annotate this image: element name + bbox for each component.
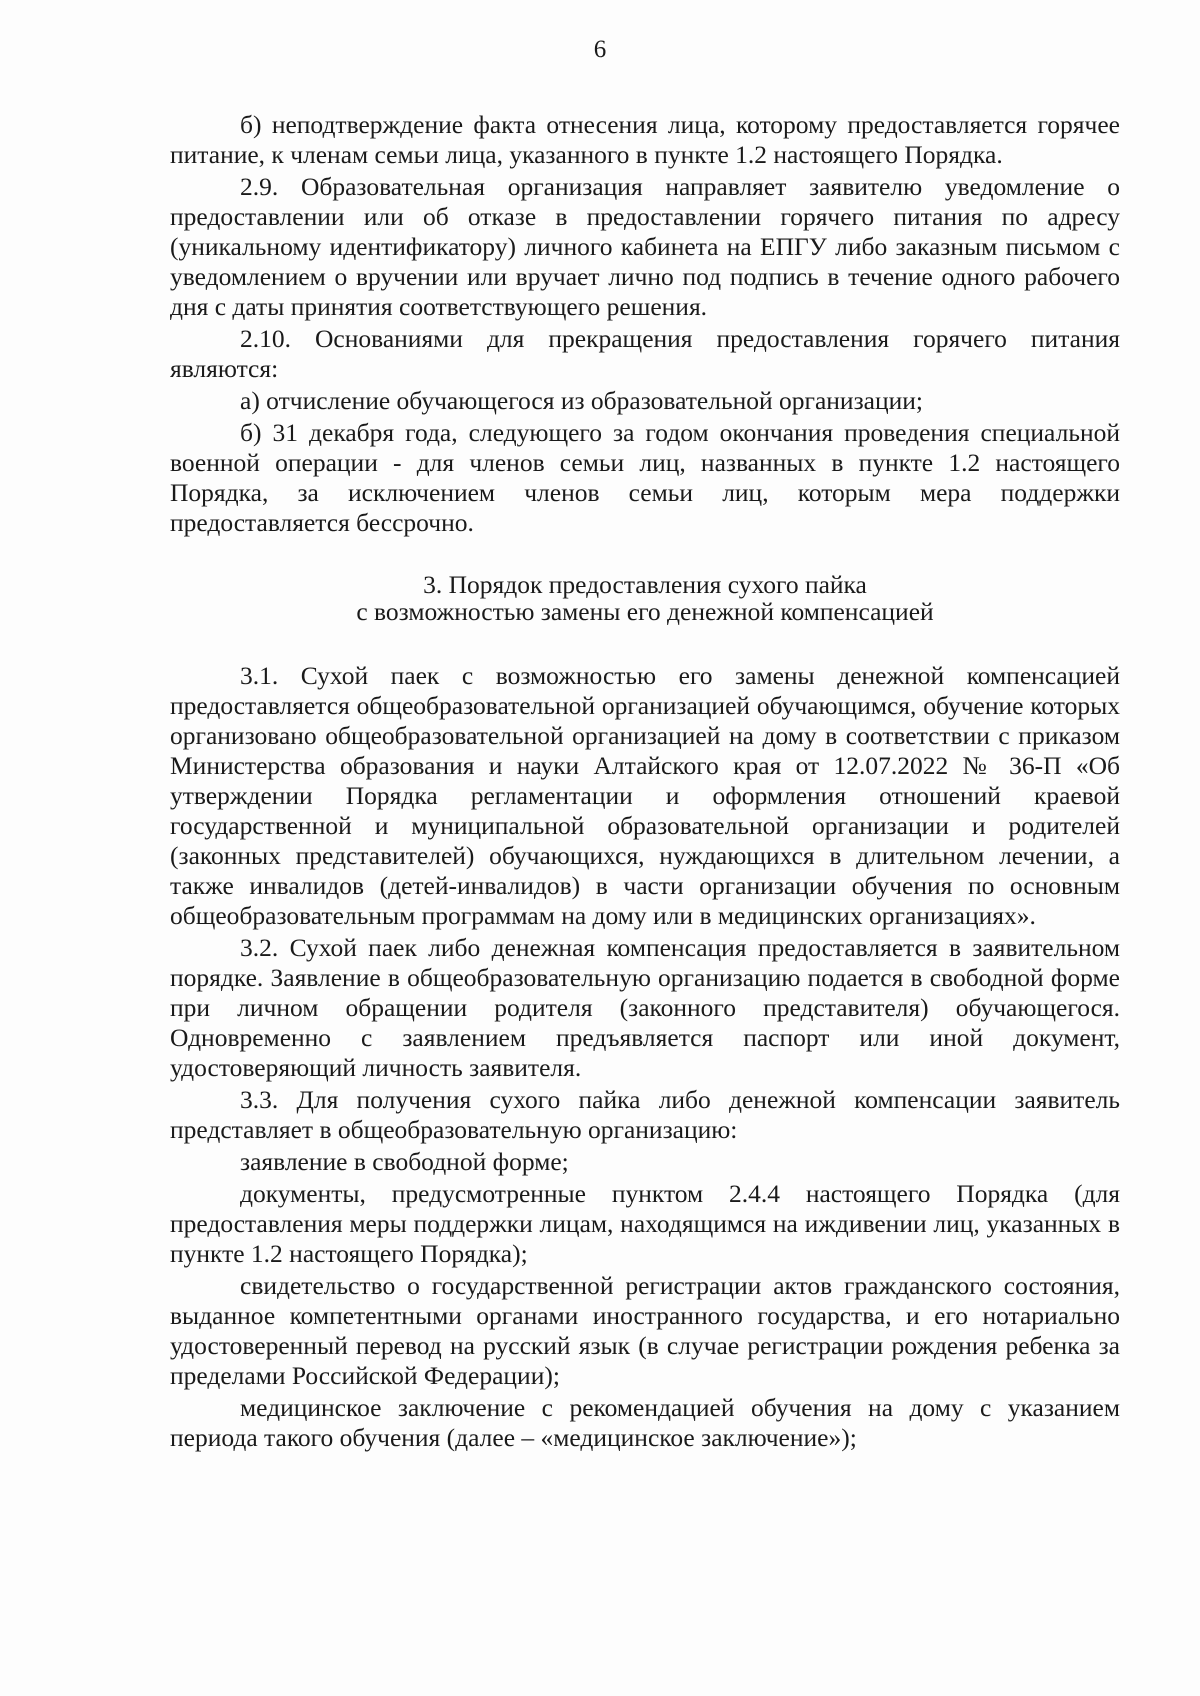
paragraph-3-2: 3.2. Сухой паек либо денежная компенсация предоставляется в заявительном порядке. Заявление в общеобразовательную организацию подается в свободной форме при личном обращении родителя (законного представителя) обучающегося. Одновременно с заявлением предъявляется паспорт или иной документ, удостоверяющий личность заявителя.	[170, 933, 1120, 1082]
paragraph-3-3: 3.3. Для получения сухого пайка либо денежной компенсации заявитель представляет в общеобразовательную организацию:	[170, 1085, 1120, 1144]
paragraph-2-10-a: а) отчисление обучающегося из образовательной организации;	[240, 386, 923, 415]
section-heading-line-2: с возможностью замены его денежной компенсацией	[356, 597, 934, 626]
paragraph-2-8-b: б) неподтверждение факта отнесения лица, которому предоставляется горячее питание, к членам семьи лица, указанного в пункте 1.2 настоящего Порядка.	[170, 110, 1120, 169]
paragraph-2-10: 2.10. Основаниями для прекращения предоставления горячего питания являются:	[170, 324, 1120, 383]
section-heading	[170, 571, 1120, 625]
list-item-medical-report: медицинское заключение с рекомендацией обучения на дому с указанием периода такого обучения (далее – «медицинское заключение»);	[170, 1393, 1120, 1452]
page-number: 6	[593, 36, 607, 63]
paragraph-2-10-b: б) 31 декабря года, следующего за годом окончания проведения специальной военной операции - для членов семьи лиц, названных в пункте 1.2 настоящего Порядка, за исключением членов семьи лиц, которым мера поддержки предоставляется бессрочно.	[170, 418, 1120, 537]
paragraph-3-1: 3.1. Сухой паек с возможностью его замены денежной компенсацией предоставляется общеобразовательной организацией обучающимся, обучение которых организовано общеобразовательной организацией на дому в соответствии с приказом Министерства образования и науки Алтайского края от 12.07.2022 № 36-П «Об утверждении Порядка регламентации и оформления отношений краевой государственной и муниципальной образовательной организации и родителей (законных представителей) обучающихся, нуждающихся в длительном лечении, а также инвалидов (детей-инвалидов) в части организации обучения по основным общеобразовательным программам на дому или в медицинских организациях».	[170, 661, 1120, 930]
section-heading-line-1: 3. Порядок предоставления сухого пайка	[423, 570, 867, 599]
list-item-application: заявление в свободной форме;	[240, 1147, 569, 1176]
document-body	[170, 110, 1120, 1453]
paragraph-2-9: 2.9. Образовательная организация направляет заявителю уведомление о предоставлении или об отказе в предоставлении горячего питания по адресу (уникальному идентификатору) личного кабинета на ЕПГУ либо заказным письмом с уведомлением о вручении или вручает лично под подпись в течение одного рабочего дня с даты принятия соответствующего решения.	[170, 172, 1120, 321]
list-item-certificate: свидетельство о государственной регистрации актов гражданского состояния, выданное компетентными органами иностранного государства, и его нотариально удостоверенный перевод на русский язык (в случае регистрации рождения ребенка за пределами Российской Федерации);	[170, 1271, 1120, 1390]
list-item-documents: документы, предусмотренные пунктом 2.4.4 настоящего Порядка (для предоставления меры поддержки лицам, находящимся на иждивении лиц, указанных в пункте 1.2 настоящего Порядка);	[170, 1179, 1120, 1268]
